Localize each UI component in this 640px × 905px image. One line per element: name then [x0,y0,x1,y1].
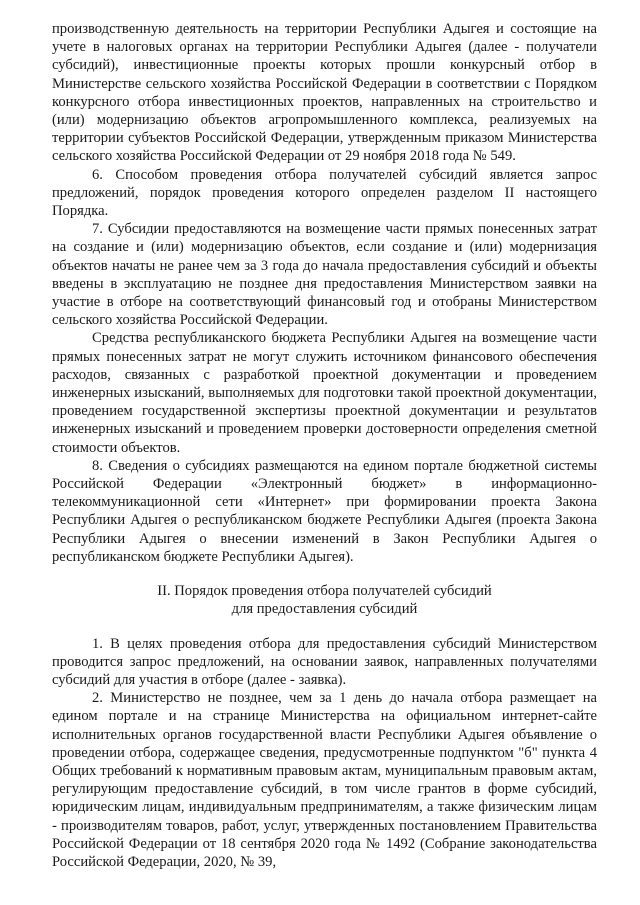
paragraph-section2-item-2: 2. Министерство не позднее, чем за 1 день до начала отбора размещает на едином портале и на странице Министерства на официальном интернет-сайте исполнительных органов государственной власти Республики Адыгея объявление о проведении отбора, содержащее сведения, предусмотренные подпунктом "б" пункта 4 Общих требований к нормативным правовым актам, муниципальным правовым актам, регулирующим предоставление субсидий, в том числе грантов в форме субсидий, юридическим лицам, индивидуальным предпринимателям, а также физическим лицам - производителям товаров, работ, услуг, утвержденных постановлением Правительства Российской Федерации от 18 сентября 2020 года № 1492 (Собрание законодательства Российской Федерации, 2020, № 39, [52,690,597,870]
paragraph-item-8: 8. Сведения о субсидиях размещаются на едином портале бюджетной системы Российской Федерации «Электронный бюджет» в информационно-телекоммуникационной сети «Интернет» при формировании проекта Закона Республики Адыгея о республиканском бюджете Республики Адыгея (проекта Закона Республики Адыгея о внесении изменений в Закон Республики Адыгея о республиканском бюджете Республики Адыгея). [52,457,597,565]
paragraph-section2-item-1: 1. В целях проведения отбора для предоставления субсидий Министерством проводится запрос предложений, на основании заявок, направленных получателями субсидий для участия в отборе (далее - заявка). [52,635,597,688]
section-heading-line-2: для предоставления субсидий [231,601,418,618]
section-heading [52,582,597,618]
document-page [52,20,597,871]
paragraph-item-7: 7. Субсидии предоставляются на возмещение части прямых понесенных затрат на создание и (или) модернизацию объектов, если создание и (или) модернизация объектов начаты не ранее чем за 3 года до начала предоставления субсидий и объекты введены в эксплуатацию не позднее дня предоставления Министерством заявки на участие в отборе на соответствующий финансовый год и отобраны Министерством сельского хозяйства Российской Федерации. [52,221,597,329]
paragraph-item-7-budget: Средства республиканского бюджета Республики Адыгея на возмещение части прямых понесенных затрат не могут служить источником финансового обеспечения расходов, связанных с разработкой проектной документации и проведением инженерных изысканий, выполняемых для подготовки такой проектной документации, проведением государственной экспертизы проектной документации и результатов инженерных изысканий и проведением проверки достоверности определения сметной стоимости объектов. [52,330,597,456]
paragraph-intro-continuation: производственную деятельность на территории Республики Адыгея и состоящие на учете в налоговых органах на территории Республики Адыгея (далее - получатели субсидий), инвестиционные проекты которых прошли конкурсный отбор в Министерстве сельского хозяйства Российской Федерации в соответствии с Порядком конкурсного отбора инвестиционных проектов, направленных на строительство и (или) модернизацию объектов агропромышленного комплекса, реализуемых на территории субъектов Российской Федерации, утвержденным приказом Министерства сельского хозяйства Российской Федерации от 29 ноября 2018 года № 549. [52,21,597,165]
paragraph-item-6: 6. Способом проведения отбора получателей субсидий является запрос предложений, порядок проведения которого определен разделом II настоящего Порядка. [52,166,597,220]
section-heading-line-1: II. Порядок проведения отбора получателей субсидий [157,583,492,600]
